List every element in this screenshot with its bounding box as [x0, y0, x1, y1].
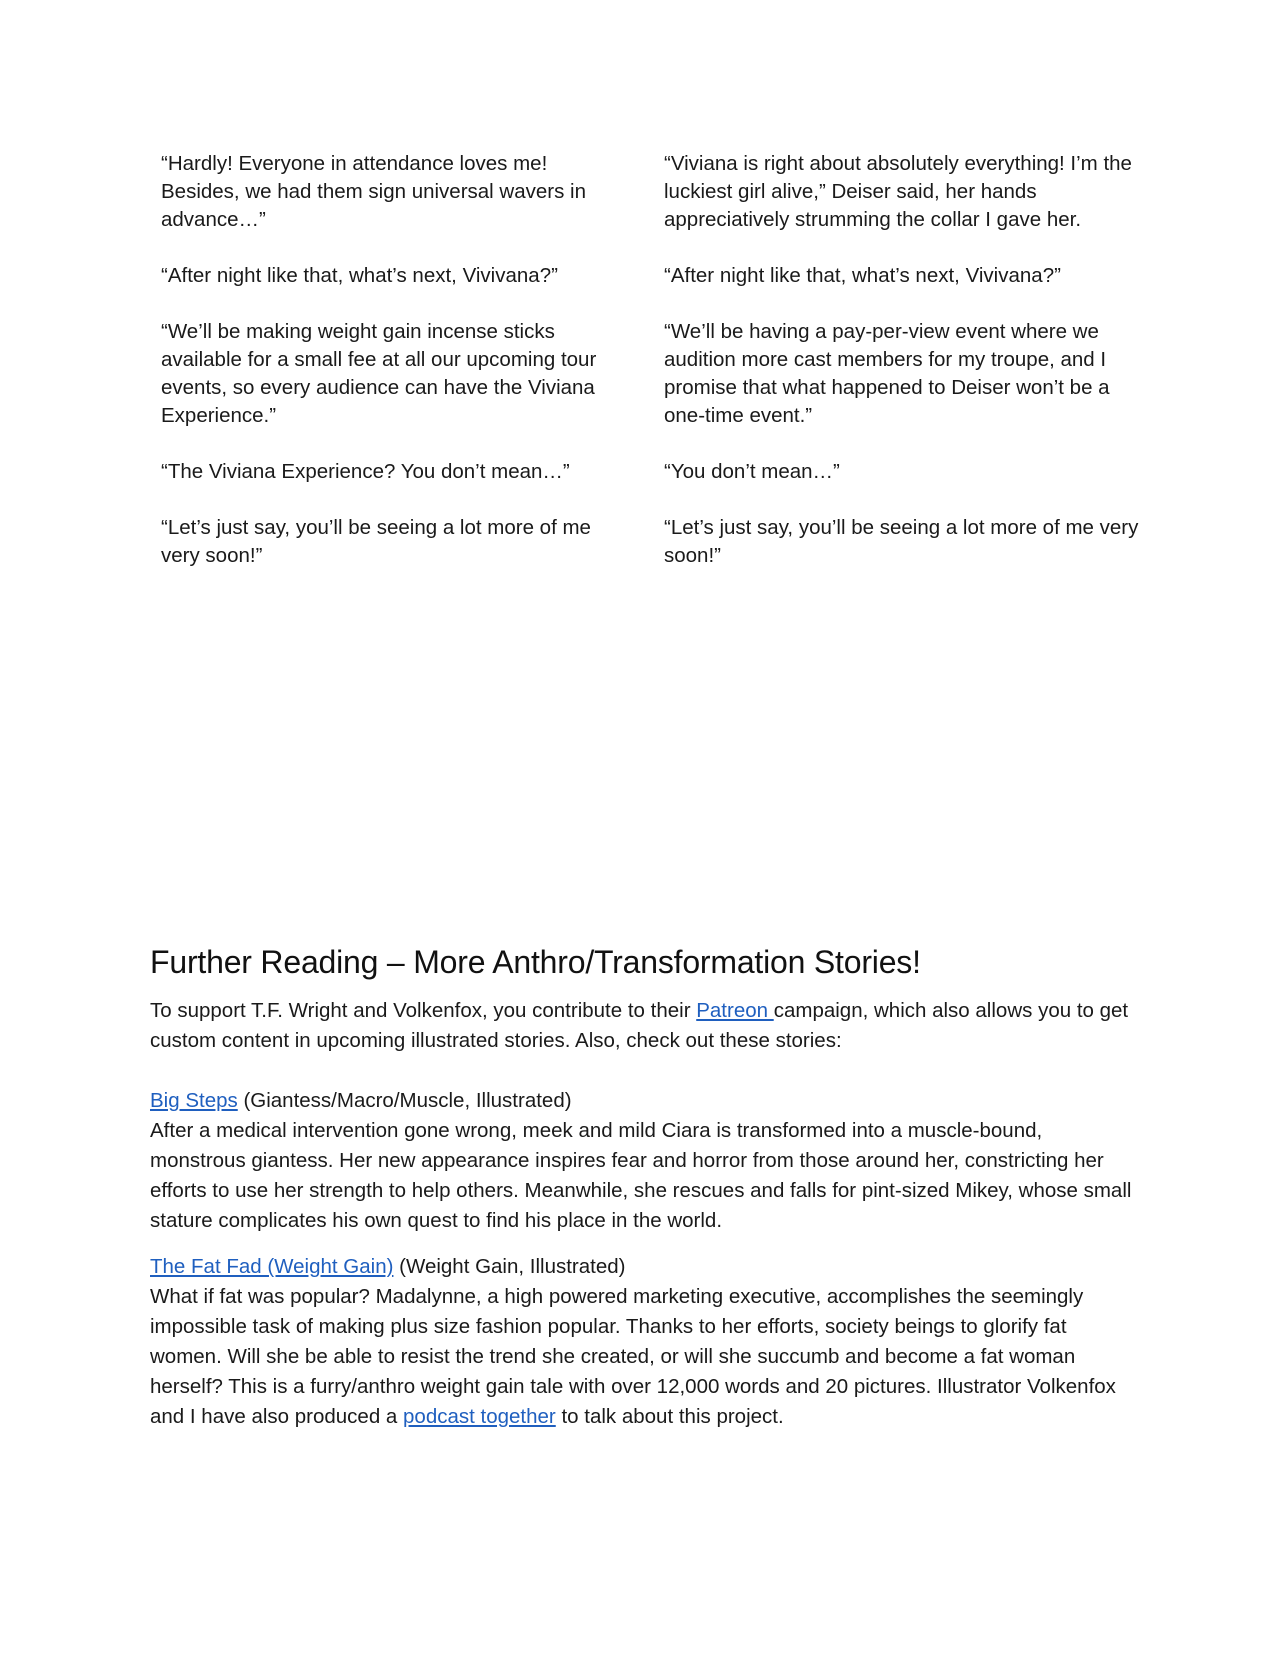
right-paragraph-5: “Let’s just say, you’ll be seeing a lot more of me very soon!” [664, 516, 1139, 567]
support-intro [150, 996, 1140, 1056]
story-description: After a medical intervention gone wrong, meek and mild Ciara is transformed into a muscle-bound, monstrous giantess. Her new appearance inspires fear and horror from those around her, constricting her efforts to use her strength to help others. Meanwhile, she rescues and falls for pint-sized Mikey, whose small stature complicates his own quest to find his place in the world. [150, 1119, 1132, 1232]
right-paragraph-3: “We’ll be having a pay-per-view event where we audition more cast members for my troupe, and I promise that what happened to Deiser won’t be a one-time event.” [664, 320, 1110, 427]
story-tags: (Giantess/Macro/Muscle, Illustrated) [237, 1089, 572, 1112]
right-paragraph-1: “Viviana is right about absolutely everything! I’m the luckiest girl alive,” Deiser said, her hands appreciatively strumming the collar I gave her. [664, 152, 1132, 231]
big-steps-link[interactable]: Big Steps [150, 1089, 238, 1112]
intro-text-before: To support T.F. Wright and Volkenfox, you contribute to their [150, 999, 697, 1022]
podcast-link[interactable]: podcast together [403, 1405, 556, 1428]
story-tags: (Weight Gain, Illustrated) [393, 1255, 626, 1278]
left-paragraph-4: “The Viviana Experience? You don’t mean…” [161, 460, 570, 483]
left-paragraph-2: “After night like that, what’s next, Vivivana?” [161, 264, 558, 287]
left-dialogue-column [161, 150, 621, 598]
story-big-steps [150, 1086, 1140, 1236]
right-paragraph-2: “After night like that, what’s next, Vivivana?” [664, 264, 1061, 287]
patreon-link[interactable]: Patreon [696, 999, 774, 1022]
further-reading-heading: Further Reading – More Anthro/Transformation Stories! [150, 944, 921, 980]
left-paragraph-3: “We’ll be making weight gain incense sticks available for a small fee at all our upcoming tour events, so every audience can have the Viviana Experience.” [161, 320, 597, 427]
fat-fad-link[interactable]: The Fat Fad (Weight Gain) [150, 1255, 394, 1278]
story-title-line [150, 1252, 1140, 1282]
description-text-before: What if fat was popular? Madalynne, a high powered marketing executive, accomplishes the seemingly impossible task of making plus size fashion popular. Thanks to her efforts, society beings to glorify fat women. Will she be able to resist the trend she created, or will she succumb and become a fat woman herself? This is a furry/anthro weight gain tale with over 12,000 words and 20 pictures. Illustrator Volkenfox and I have also produced a [150, 1285, 1116, 1428]
story-title-line [150, 1086, 1140, 1116]
right-paragraph-4: “You don’t mean…” [664, 460, 840, 483]
description-text-after: to talk about this project. [555, 1405, 784, 1428]
left-paragraph-5: “Let’s just say, you’ll be seeing a lot more of me very soon!” [161, 516, 591, 567]
left-paragraph-1: “Hardly! Everyone in attendance loves me! Besides, we had them sign universal wavers in advance…” [161, 152, 587, 231]
intro-text-after: campaign, which also allows you to get custom content in upcoming illustrated stories. Also, check out these stories: [150, 999, 1129, 1052]
story-description [150, 1282, 1140, 1432]
story-fat-fad [150, 1252, 1140, 1432]
right-dialogue-column [664, 150, 1142, 598]
further-reading-section [150, 942, 1140, 1448]
